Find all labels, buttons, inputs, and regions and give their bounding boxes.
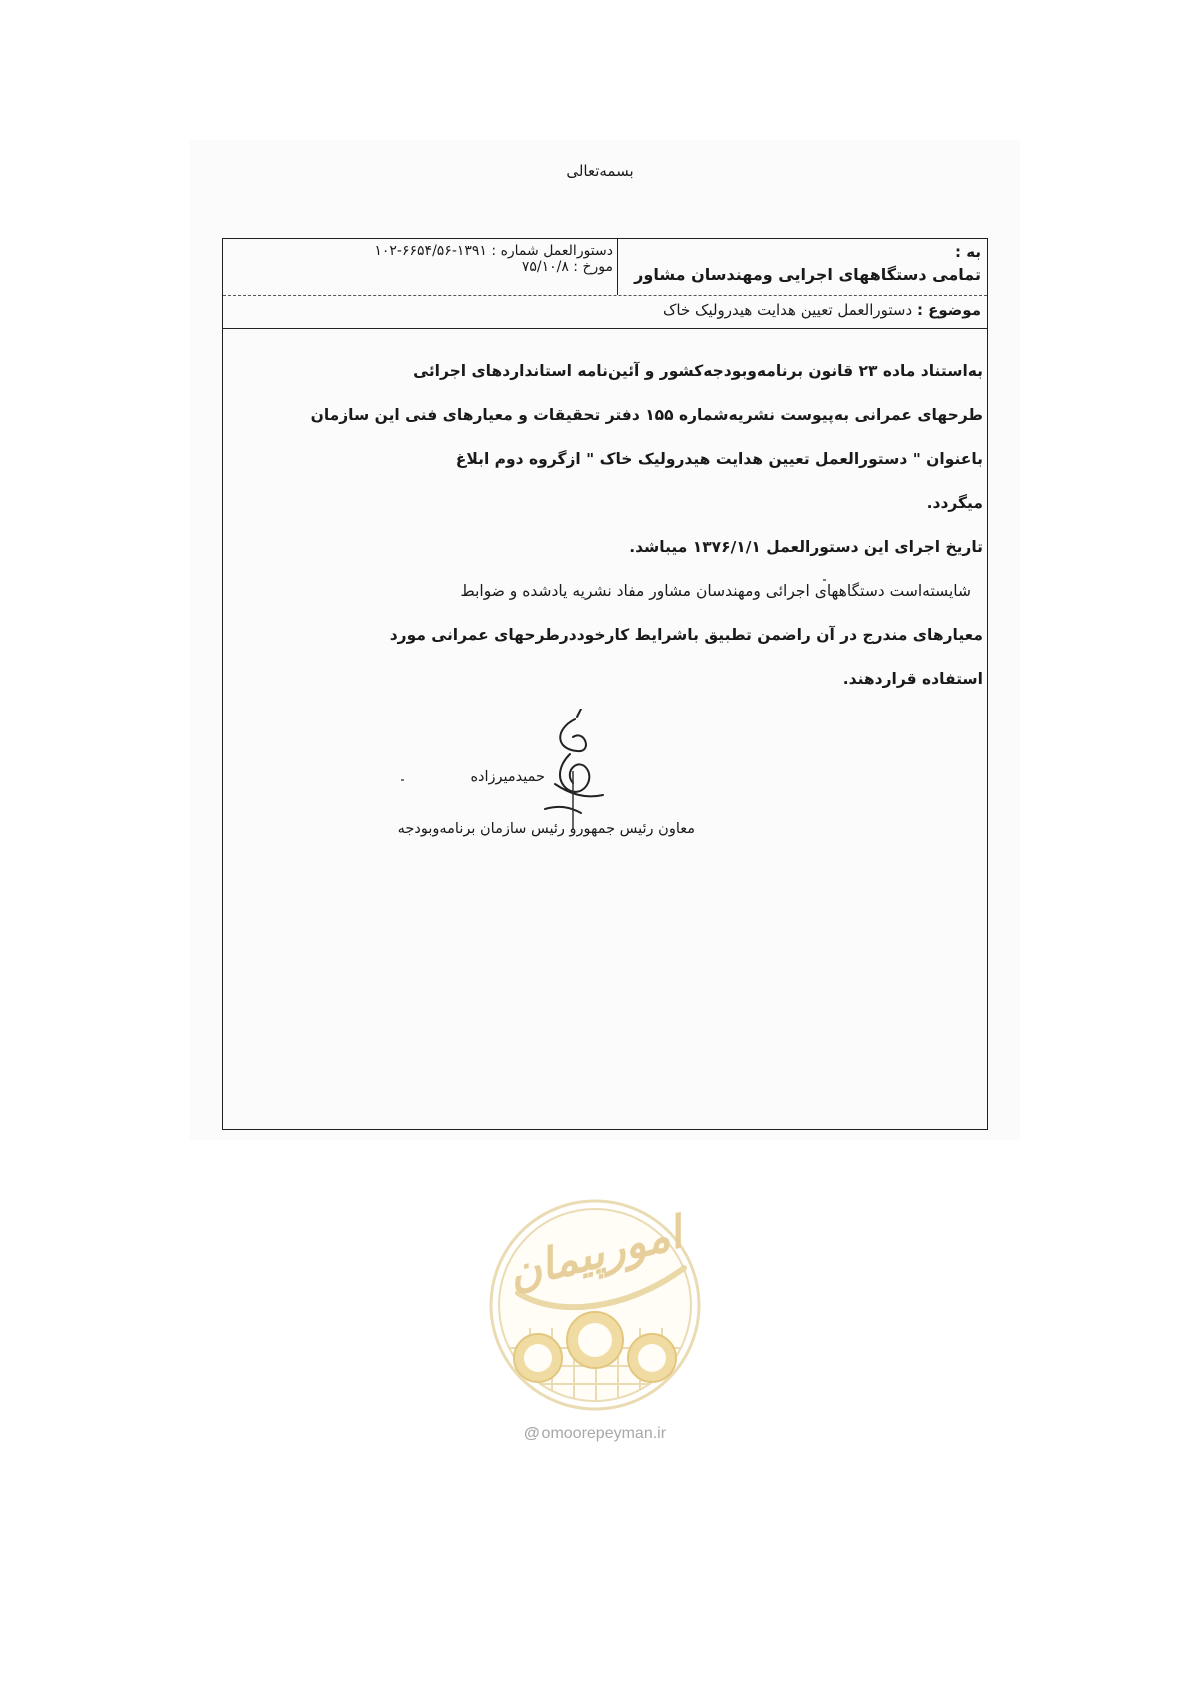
body-line: معیارهای مندرج در آن راضمن تطبیق باشرایط کارخوددرطرحهای عمرانی مورد [389, 626, 983, 644]
date-value: ۷۵/۱۰/۸ [521, 259, 569, 275]
watermark-url: omoorepeyman.ir [541, 1425, 667, 1442]
signer-title: معاون رئیس جمهورو رئیس سازمان برنامه‌وبودجه [397, 821, 695, 837]
reference-cell [223, 239, 617, 295]
subject-label: موضوع : [916, 301, 981, 319]
body-line: به‌استناد ماده ۲۳ قانون برنامه‌وبودجه‌کشور و آئین‌نامه استانداردهای اجرائی [413, 362, 983, 380]
body-line: استفاده قراردهند. [842, 670, 983, 688]
at-icon: @ [523, 1425, 540, 1442]
body-line: شایسته‌است دستگاههای اجرائی ومهندسان مشاور مفاد نشریه یادشده‌ و ضوابط [460, 582, 971, 600]
ref-value: ۱۰۲-۶۶۵۴/۵۶-۱۳۹۱ [374, 243, 487, 259]
body-line: تاریخ اجرای این دستورالعمل ۱۳۷۶/۱/۱ میباشد. [629, 538, 983, 556]
body-line: باعنوان " دستورالعمل تعیین هدایت هیدرولیک خاک " ازگروه دوم ابلاغ [455, 450, 983, 468]
ref-line [233, 243, 613, 259]
to-label: به : [955, 243, 981, 261]
subject-text: دستورالعمل تعیین هدایت هیدرولیک خاک [662, 301, 913, 319]
signature-block [275, 709, 695, 859]
body-line: میگردد. [926, 494, 983, 512]
scan-speck [823, 579, 826, 581]
letter-frame [222, 238, 988, 1130]
date-label: مورخ : [573, 259, 613, 275]
recipient-cell [617, 239, 987, 295]
watermark-caption [490, 1425, 700, 1443]
letter-heading: بسمه‌تعالی [566, 162, 634, 180]
to-text: تمامی دستگاههای اجرایی ومهندسان مشاور [634, 265, 981, 284]
ref-label: دستورالعمل شماره : [491, 243, 613, 259]
date-line [233, 259, 613, 275]
body-line: طرحهای عمرانی به‌پیوست نشریه‌شماره ۱۵۵ دفتر تحقیقات و معیارهای فنی این سازمان [310, 406, 983, 424]
watermark-logo [488, 1198, 702, 1412]
subject-row [223, 295, 987, 329]
scan-speck [401, 779, 404, 781]
letter-body [275, 349, 983, 701]
logo-lettering: امورپیمان [503, 1207, 687, 1300]
header-row [223, 239, 987, 296]
signer-name: حمیدمیرزاده [470, 769, 545, 785]
